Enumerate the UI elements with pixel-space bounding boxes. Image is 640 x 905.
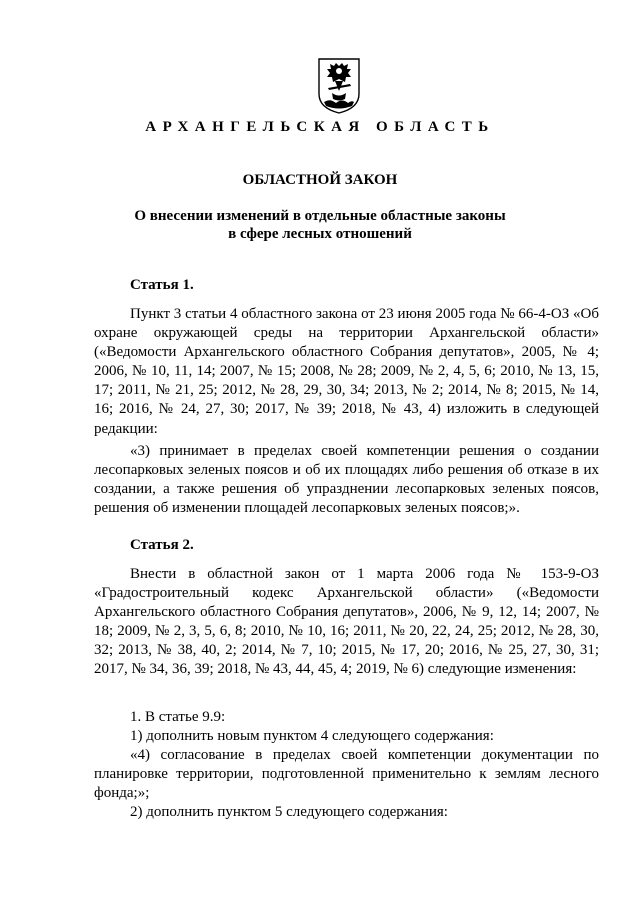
title-line-2: в сфере лесных отношений (228, 226, 412, 242)
title-line-1: О внесении изменений в отдельные областные законы (134, 208, 506, 224)
article-2-paragraph-1: Внести в областной закон от 1 марта 2006 года № 153-9-ОЗ «Градостроительный кодекс Архангельской области» («Ведомости Архангельского областного Собрания депутатов», 2006, № 9, 12, 14; 2007, № 18; 2009, № 2, 3, 5, 6, 8; 2010, № 10, 16; 2011, № 20, 22, 24, 25; 2012, № 28, 30, 32; 2013, № 38, 40, 2; 2014, № 7, 10; 2015, № 17, 20; 2016, № 25, 27, 30, 31; 2017, № 34, 36, 39; 2018, № 43, 44, 45, 4; 2019, № 6) следующие изменения: (94, 566, 599, 678)
region-name: АРХАНГЕЛЬСКАЯ ОБЛАСТЬ (145, 119, 495, 135)
coat-of-arms-icon (318, 58, 360, 114)
document-type: ОБЛАСТНОЙ ЗАКОН (242, 172, 398, 188)
article-1-heading: Статья 1. (130, 277, 194, 293)
article-1-paragraph-1: Пункт 3 статьи 4 областного закона от 23 июня 2005 года № 66-4-ОЗ «Об охране окружающей среды на территории Архангельской области» («Ведомости Архангельского областного Собрания депутатов», 2005, № 4; 2006, № 10, 11, 14; 2007, № 15; 2008, № 28; 2009, № 2, 4, 5, 6; 2010, № 13, 15, 17; 2011, № 21, 25; 2012, № 28, 29, 30, 34; 2013, № 2; 2014, № 8; 2015, № 14, 16; 2016, № 24, 27, 30; 2017, № 39; 2018, № 43, 4) изложить в следующей редакции: (94, 306, 599, 437)
article-1-paragraph-2: «3) принимает в пределах своей компетенции решения о создании лесопарковых зеленых поясов и об их площадях либо решения об отказе в их создании, а также решения об упразднении лесопарковых зеленых поясов, решения об изменении площадей лесопарковых зеленых поясов;». (94, 443, 599, 517)
document-title (0, 207, 640, 243)
article-2-item-1: 1. В статье 9.9: (130, 709, 226, 725)
article-2-item-1-quote: «4) согласование в пределах своей компетенции документации по планировке территории, подготовленной применительно к землям лесного фонда;»; (94, 747, 599, 802)
article-2-heading: Статья 2. (130, 537, 194, 553)
article-2-item-1-sub-1: 1) дополнить новым пунктом 4 следующего содержания: (130, 728, 494, 744)
article-2-item-1-sub-2: 2) дополнить пунктом 5 следующего содержания: (130, 804, 448, 820)
